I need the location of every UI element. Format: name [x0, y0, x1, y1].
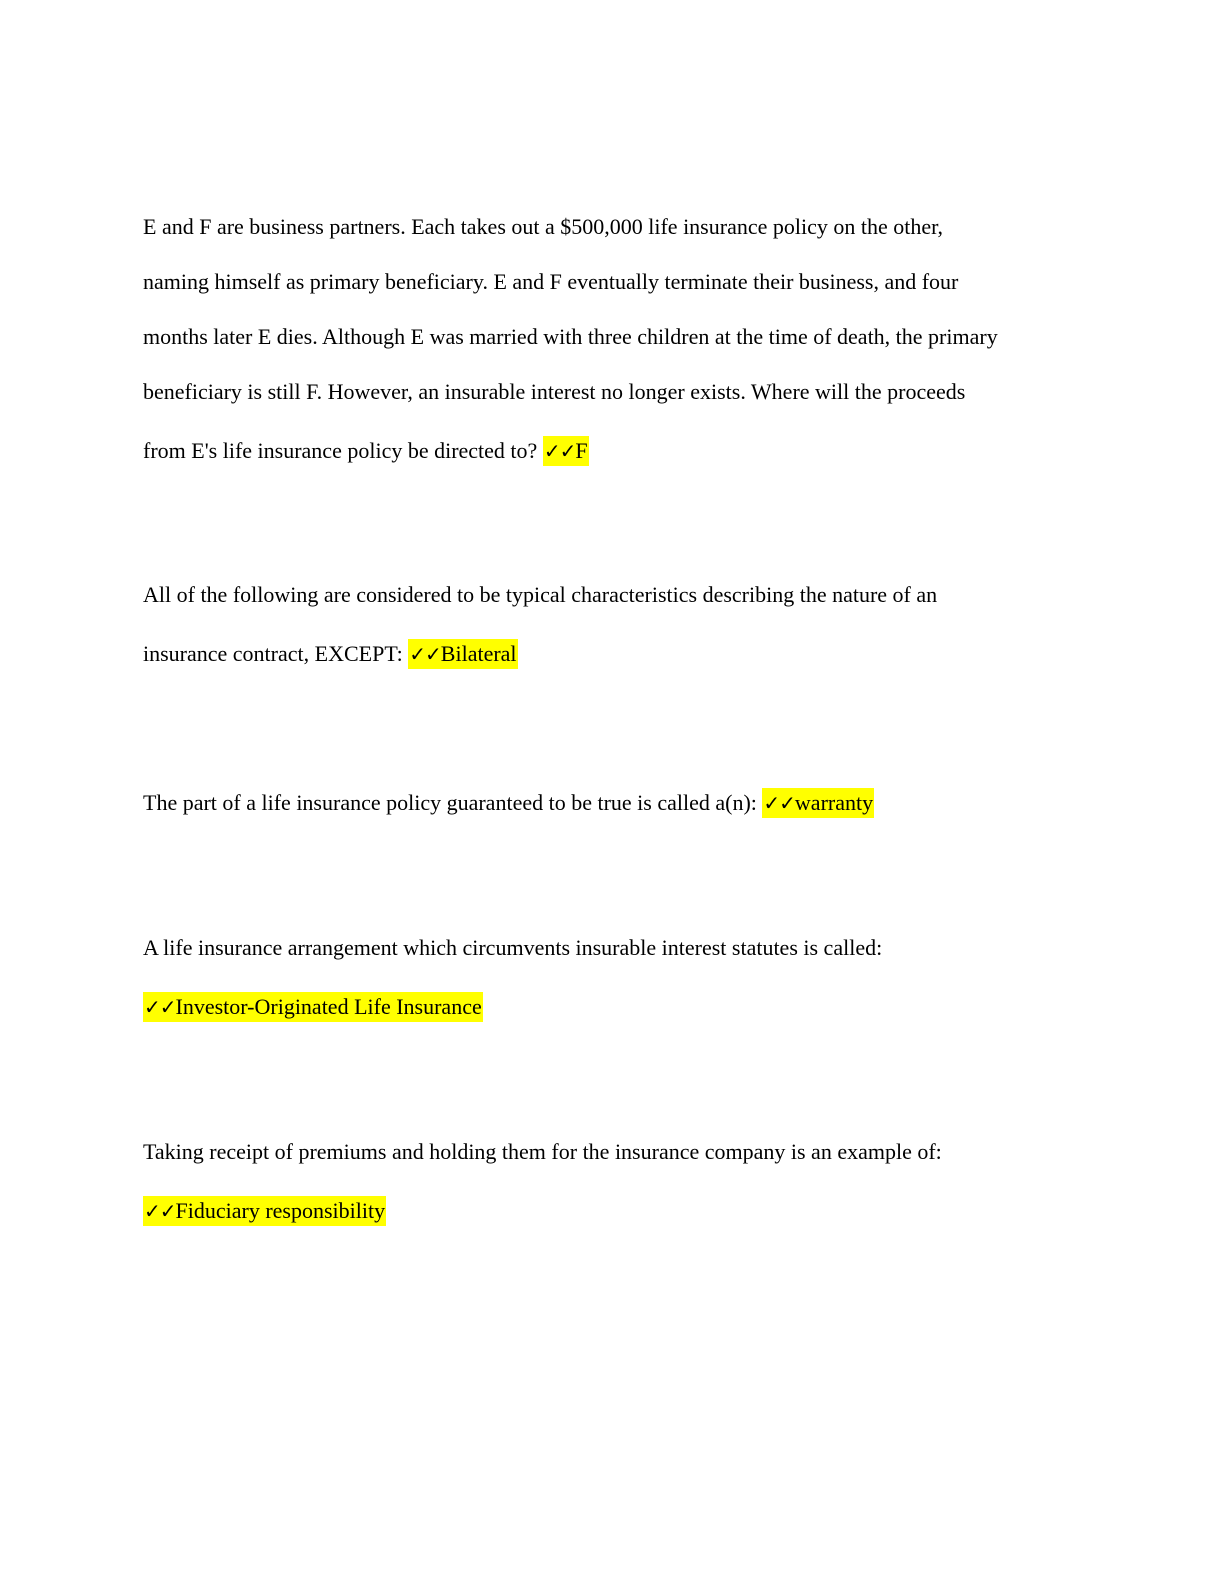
question-final-line — [143, 436, 1083, 466]
question-text-line: Taking receipt of premiums and holding them for the insurance company is an example of: — [143, 1139, 942, 1164]
question-text-line: naming himself as primary beneficiary. E and F eventually terminate their business, and four — [143, 269, 959, 294]
question-text-line: beneficiary is still F. However, an insurable interest no longer exists. Where will the proceeds — [143, 379, 966, 404]
highlighted-answer — [143, 992, 483, 1022]
highlighted-answer — [543, 436, 589, 466]
question-text-line: E and F are business partners. Each takes out a $500,000 life insurance policy on the other, — [143, 214, 944, 239]
question-final-line — [143, 1196, 1083, 1226]
double-check-icon: ✓✓ — [144, 995, 176, 1019]
highlighted-answer — [143, 1196, 386, 1226]
question-final-line — [143, 992, 1083, 1022]
question-text-line: The part of a life insurance policy guaranteed to be true is called a(n): — [143, 790, 763, 815]
question-text-line: A life insurance arrangement which circumvents insurable interest statutes is called: — [143, 935, 883, 960]
double-check-icon: ✓✓ — [409, 642, 441, 666]
double-check-icon: ✓✓ — [763, 791, 795, 815]
answer-text: F — [575, 438, 588, 463]
double-check-icon: ✓✓ — [543, 439, 576, 463]
double-check-icon: ✓✓ — [144, 1199, 176, 1223]
question-block — [143, 933, 1083, 1022]
answer-text: Investor-Originated Life Insurance — [175, 994, 482, 1019]
question-final-line — [143, 639, 1083, 669]
question-text-line: from E's life insurance policy be directed to? — [143, 438, 543, 463]
highlighted-answer — [408, 639, 517, 669]
answer-text: Fiduciary responsibility — [175, 1198, 386, 1223]
highlighted-answer — [762, 788, 874, 818]
question-text-line: insurance contract, EXCEPT: — [143, 641, 409, 666]
question-final-line — [143, 788, 1083, 818]
answer-text: warranty — [794, 790, 874, 815]
question-block — [143, 212, 1083, 466]
question-block — [143, 1137, 1083, 1226]
question-block — [143, 580, 1083, 669]
question-text-line: All of the following are considered to be typical characteristics describing the nature of an — [143, 582, 938, 607]
question-block — [143, 788, 1083, 818]
question-text-line: months later E dies. Although E was married with three children at the time of death, the primary — [143, 324, 998, 349]
answer-text: Bilateral — [440, 641, 517, 666]
